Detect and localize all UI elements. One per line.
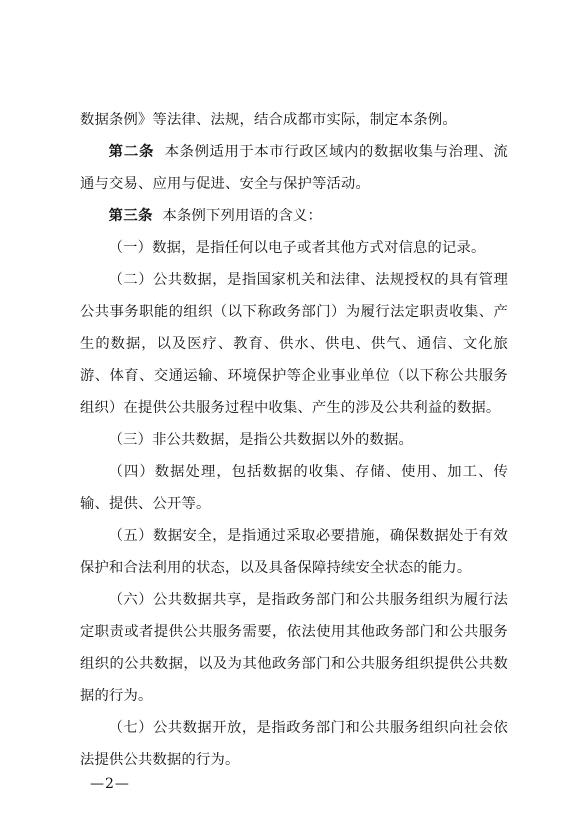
paragraph-text: 数据条例》等法律、法规，结合成都市实际，制定本条例。: [80, 112, 457, 128]
definition-item-1: [80, 232, 508, 264]
definition-item-2: [80, 264, 508, 424]
paragraph-text: （一）数据，是指任何以电子或者其他方式对信息的记录。: [108, 240, 486, 256]
page-number: —2—: [90, 776, 130, 792]
definition-item-6: [80, 584, 508, 712]
article-3: [80, 200, 508, 232]
definition-item-7: [80, 712, 508, 776]
article-number: 第二条: [108, 144, 155, 160]
paragraph-1: [80, 104, 508, 136]
paragraph-text: （二）公共数据，是指国家机关和法律、法规授权的具有管理公共事务职能的组织（以下称政务部门）为履行法定职责收集、产生的数据，以及医疗、教育、供水、供电、供气、通信、文化旅游、体育、交通运输、环境保护等企业事业单位（以下称公共服务组织）在提供公共服务过程中收集、产生的涉及公共利益的数据。: [80, 272, 508, 416]
definition-item-5: [80, 520, 508, 584]
paragraph-text: 本条例下列用语的含义：: [162, 208, 322, 224]
article-number: 第三条: [108, 208, 153, 224]
paragraph-text: （五）数据安全，是指通过采取必要措施，确保数据处于有效保护和合法利用的状态，以及具备保障持续安全状态的能力。: [80, 528, 508, 576]
document-body: [80, 104, 508, 776]
paragraph-text: （三）非公共数据，是指公共数据以外的数据。: [108, 432, 414, 448]
paragraph-text: 本条例适用于本市行政区域内的数据收集与治理、流通与交易、应用与促进、安全与保护等活动。: [80, 144, 508, 192]
paragraph-text: （四）数据处理，包括数据的收集、存储、使用、加工、传输、提供、公开等。: [80, 464, 508, 512]
paragraph-text: （七）公共数据开放，是指政务部门和公共服务组织向社会依法提供公共数据的行为。: [80, 720, 508, 768]
definition-item-4: [80, 456, 508, 520]
paragraph-text: （六）公共数据共享，是指政务部门和公共服务组织为履行法定职责或者提供公共服务需要，依法使用其他政务部门和公共服务组织的公共数据，以及为其他政务部门和公共服务组织提供公共数据的行为。: [80, 592, 508, 704]
definition-item-3: [80, 424, 508, 456]
article-2: [80, 136, 508, 200]
